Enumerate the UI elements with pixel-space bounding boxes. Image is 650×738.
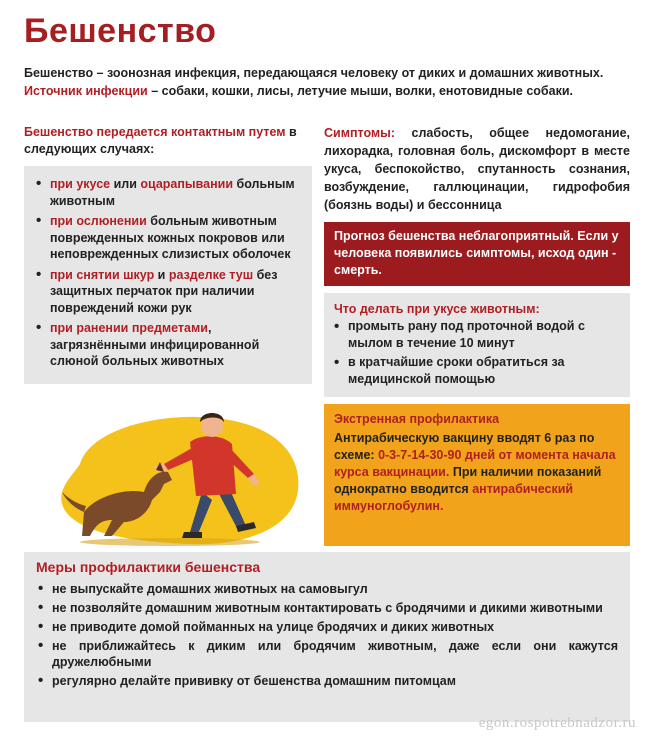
measures-heading: Меры профилактики бешенства — [36, 559, 261, 575]
watermark: egon.rospotrebnadzor.ru — [478, 715, 636, 731]
definition-text: Бешенство – зоонозная инфекция, передающаяся человеку от диких и домашних животных. — [24, 66, 604, 80]
list-item: • промыть рану под проточной водой с мылом в течение 10 минут — [334, 318, 620, 352]
dog-attack-illustration — [40, 404, 312, 550]
bite-heading — [334, 301, 620, 317]
emergency-prophylaxis-box — [324, 404, 630, 546]
symptoms-list: слабость, общее недомогание, лихорадка, головная боль, дискомфорт в месте укуса, беспокойство, спутанность сознания, возбуждение, галлюцинации, гидрофобия (боязнь воды) и бессонница — [324, 126, 630, 212]
item-text: больным животным — [50, 177, 295, 208]
bite-heading-text: Что делать при укусе животным: — [334, 302, 540, 316]
transmission-box — [24, 166, 312, 384]
intro — [24, 65, 626, 101]
list-item — [34, 267, 300, 317]
transmission-heading — [24, 124, 312, 158]
list-item — [34, 176, 300, 209]
item-red: оцарапывании — [140, 177, 234, 191]
source-label: Источник инфекции — [24, 84, 148, 98]
immunoglobulin-name: антирабический иммуноглобулин. — [334, 482, 574, 513]
source-paragraph — [24, 83, 626, 99]
list-item: • не приводите домой пойманных на улице бродячих и диких животных — [36, 619, 618, 635]
list-item — [34, 213, 300, 263]
source-text: – собаки, кошки, лисы, летучие мыши, волки, енотовидные собаки. — [147, 84, 573, 98]
item-red: при ранении предметами — [50, 321, 208, 335]
item-text: , загрязнёнными инфицированной слюной больных животных — [50, 321, 260, 368]
item-red: разделке туш — [168, 267, 254, 282]
list-item: • регулярно делайте прививку от бешенства домашним питомцам — [36, 673, 618, 689]
list-item — [34, 320, 300, 370]
emergency-heading: Экстренная профилактика — [334, 412, 500, 426]
symptoms-section — [324, 124, 630, 214]
prevention-measures-box — [24, 552, 630, 722]
item-text: и — [154, 267, 169, 282]
item-text: больным животным поврежденных кожных покровов или неповрежденных слизистых оболочек — [50, 214, 291, 261]
transmission-section — [24, 124, 312, 384]
item-red: при снятии шкур — [50, 267, 155, 282]
emergency-text — [334, 430, 620, 515]
vaccine-schedule: 0-3-7-14-30-90 дней от момента начала курса вакцинации. — [334, 448, 616, 479]
item-text: или — [110, 177, 141, 191]
transmission-heading-red: Бешенство передается контактным путем — [24, 125, 286, 139]
symptoms-text — [324, 124, 630, 214]
symptoms-label: Симптомы: — [324, 126, 396, 140]
bite-action-box — [324, 293, 630, 397]
item-text: без защитных перчаток при наличии повреждений кожи рук — [50, 267, 278, 315]
vaccine-text: Антирабическую вакцину вводят 6 раз по схеме: — [334, 431, 595, 462]
illustration-svg — [40, 404, 312, 550]
prognosis-box: Прогноз бешенства неблагоприятный. Если у человека появились симптомы, исход один - смерть. — [324, 222, 630, 286]
list-item: • в кратчайшие сроки обратиться за медицинской помощью — [334, 354, 620, 388]
item-red: при укусе — [50, 177, 111, 191]
list-item: • не приближайтесь к диким или бродячим животным, даже если они кажутся дружелюбными — [36, 638, 618, 670]
list-item: • не позволяйте домашним животным контактировать с бродячими и дикими животными — [36, 600, 618, 616]
page-title: Бешенство — [24, 12, 217, 50]
transmission-heading-rest: в следующих случаях: — [24, 125, 297, 156]
list-item: • не выпускайте домашних животных на самовыгул — [36, 581, 618, 597]
immunoglobulin-text: При наличии показаний однократно вводится — [334, 465, 602, 496]
item-red: при ослюнении — [50, 214, 147, 228]
